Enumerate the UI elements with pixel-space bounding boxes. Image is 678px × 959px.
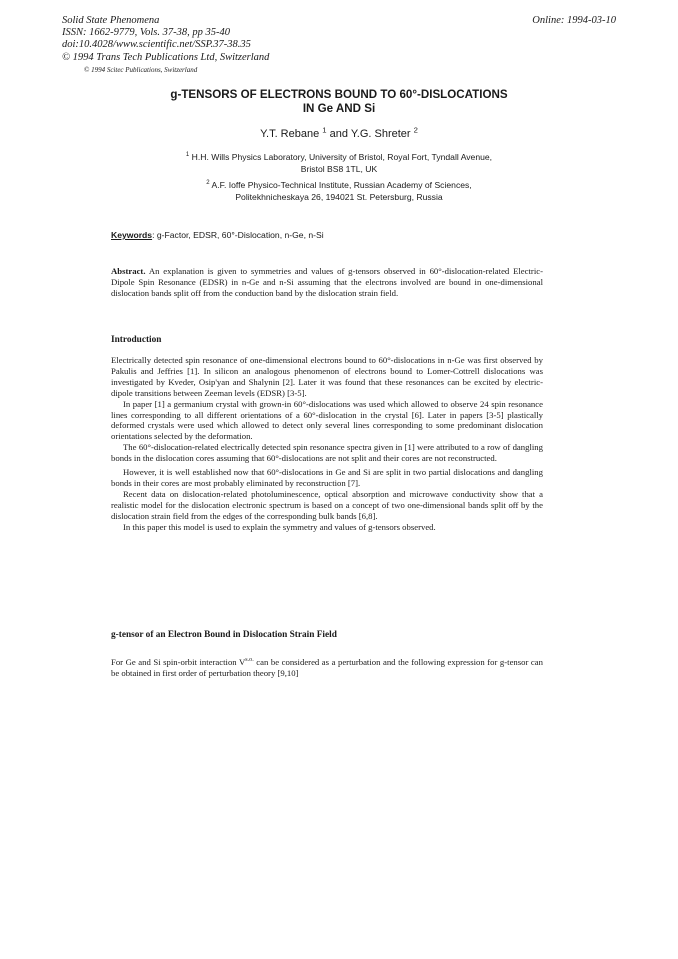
author-2: Y.G. Shreter	[350, 128, 411, 140]
intro-paragraph-6: In this paper this model is used to explain the symmetry and values of g-tensors observed.	[123, 521, 436, 532]
gtensor-superscript: s.o.	[245, 657, 254, 664]
author-list	[60, 125, 618, 140]
gtensor-text-before: For Ge and Si spin-orbit interaction V	[111, 657, 246, 667]
affiliation-1-line-1: H.H. Wills Physics Laboratory, University of Bristol, Royal Fort, Tyndall Avenue,	[191, 152, 493, 162]
journal-header	[62, 15, 622, 76]
journal-doi: doi:10.4028/www.scientific.net/SSP.37-38.35	[62, 39, 251, 51]
affiliation-2-line-2: Politekhnicheskaya 26, 194021 St. Petersburg, Russia	[235, 191, 443, 202]
author-1-mark: 1	[322, 125, 327, 135]
abstract	[111, 266, 543, 299]
publisher-note: © 1994 Scitec Publications, Switzerland	[84, 65, 198, 74]
introduction-heading: Introduction	[111, 335, 162, 345]
gtensor-body	[111, 657, 543, 679]
affiliation-1-line-2: Bristol BS8 1TL, UK	[300, 163, 378, 174]
author-and: and	[329, 128, 348, 140]
intro-paragraph-2: In paper [1] a germanium crystal with grown-in 60°-dislocations was used which allowed to observe 24 spin resonance lines corresponding to all different orientations of a 60°-dislocation in the crystal [6]. Later in papers [3-5] plastically deformed crystals were used which allowed to detect only several lines corresponding to some predominant dislocation orientations selected by the deformation.	[111, 398, 543, 442]
keywords	[111, 230, 581, 240]
title-line-1: g-TENSORS OF ELECTRONS BOUND TO 60°-DISLOCATIONS	[170, 88, 508, 101]
journal-copyright: © 1994 Trans Tech Publications Ltd, Switzerland	[62, 51, 270, 63]
affiliation-2	[60, 180, 618, 203]
title-line-2: IN Ge AND Si	[302, 101, 376, 115]
affiliation-2-mark: 2	[206, 180, 210, 187]
affiliation-1-mark: 1	[185, 152, 190, 159]
intro-paragraph-4: However, it is well established now that 60°-dislocations in Ge and Si are split in two partial dislocations and dangling bonds in their cores are most probably eliminated by reconstruction [7].	[111, 467, 543, 488]
affiliation-1	[60, 152, 618, 175]
abstract-label: Abstract.	[111, 266, 146, 276]
journal-name: Solid State Phenomena	[62, 15, 160, 26]
intro-paragraph-3: The 60°-dislocation-related electrically detected spin resonance spectra given in [1] were attributed to a row of dangling bonds in the dislocation cores assuming that 60°-dislocations are not split and their cores are not reconstructed.	[111, 442, 543, 464]
keywords-label: Keywords	[111, 230, 153, 240]
gtensor-heading: g-tensor of an Electron Bound in Dislocation Strain Field	[111, 630, 337, 640]
intro-paragraph-5: Recent data on dislocation-related photoluminescence, optical absorption and microwave conductivity show that a realistic model for the dislocation electronic spectrum is based on a concept of two one-dimensional bands split off by the dislocation strain field from the edges of the corresponding bulk bands [6,8].	[111, 488, 543, 521]
gtensor-text-after: can be considered as a perturbation and the following expression for g-tensor can be obtained in first order of perturbation theory [9,10]	[111, 657, 543, 678]
journal-issn: ISSN: 1662-9779, Vols. 37-38, pp 35-40	[62, 27, 230, 39]
author-2-mark: 2	[413, 125, 418, 135]
affiliation-2-line-1: A.F. Ioffe Physico-Technical Institute, Russian Academy of Sciences,	[211, 180, 472, 190]
keywords-text: : g-Factor, EDSR, 60°-Dislocation, n-Ge, n-Si	[152, 230, 324, 240]
abstract-text: An explanation is given to symmetries and values of g-tensors observed in 60°-dislocation-related Electric-Dipole Spin Resonance (EDSR) in n-Ge and n-Si assuming that the electrons involved are bound in one-dimensional dislocation bands split off from the conduction band by the dislocation strain field.	[111, 266, 543, 298]
paper-title	[60, 88, 618, 115]
online-date: Online: 1994-03-10	[532, 15, 616, 26]
intro-paragraph-1: Electrically detected spin resonance of one-dimensional electrons bound to 60°-dislocations in n-Ge was first observed by Pakulis and Jeffries [1]. In silicon an analogous phenomenon of electrons bound to Lomer-Cottrell dislocations was investigated by Kveder, Osip'yan and Shalynin [2]. Later it was found that these resonances can be excited by electric-dipole transitions between Zeeman levels (EDSR) [3-5].	[111, 355, 543, 398]
introduction-body	[111, 355, 543, 533]
author-1: Y.T. Rebane	[260, 128, 320, 140]
